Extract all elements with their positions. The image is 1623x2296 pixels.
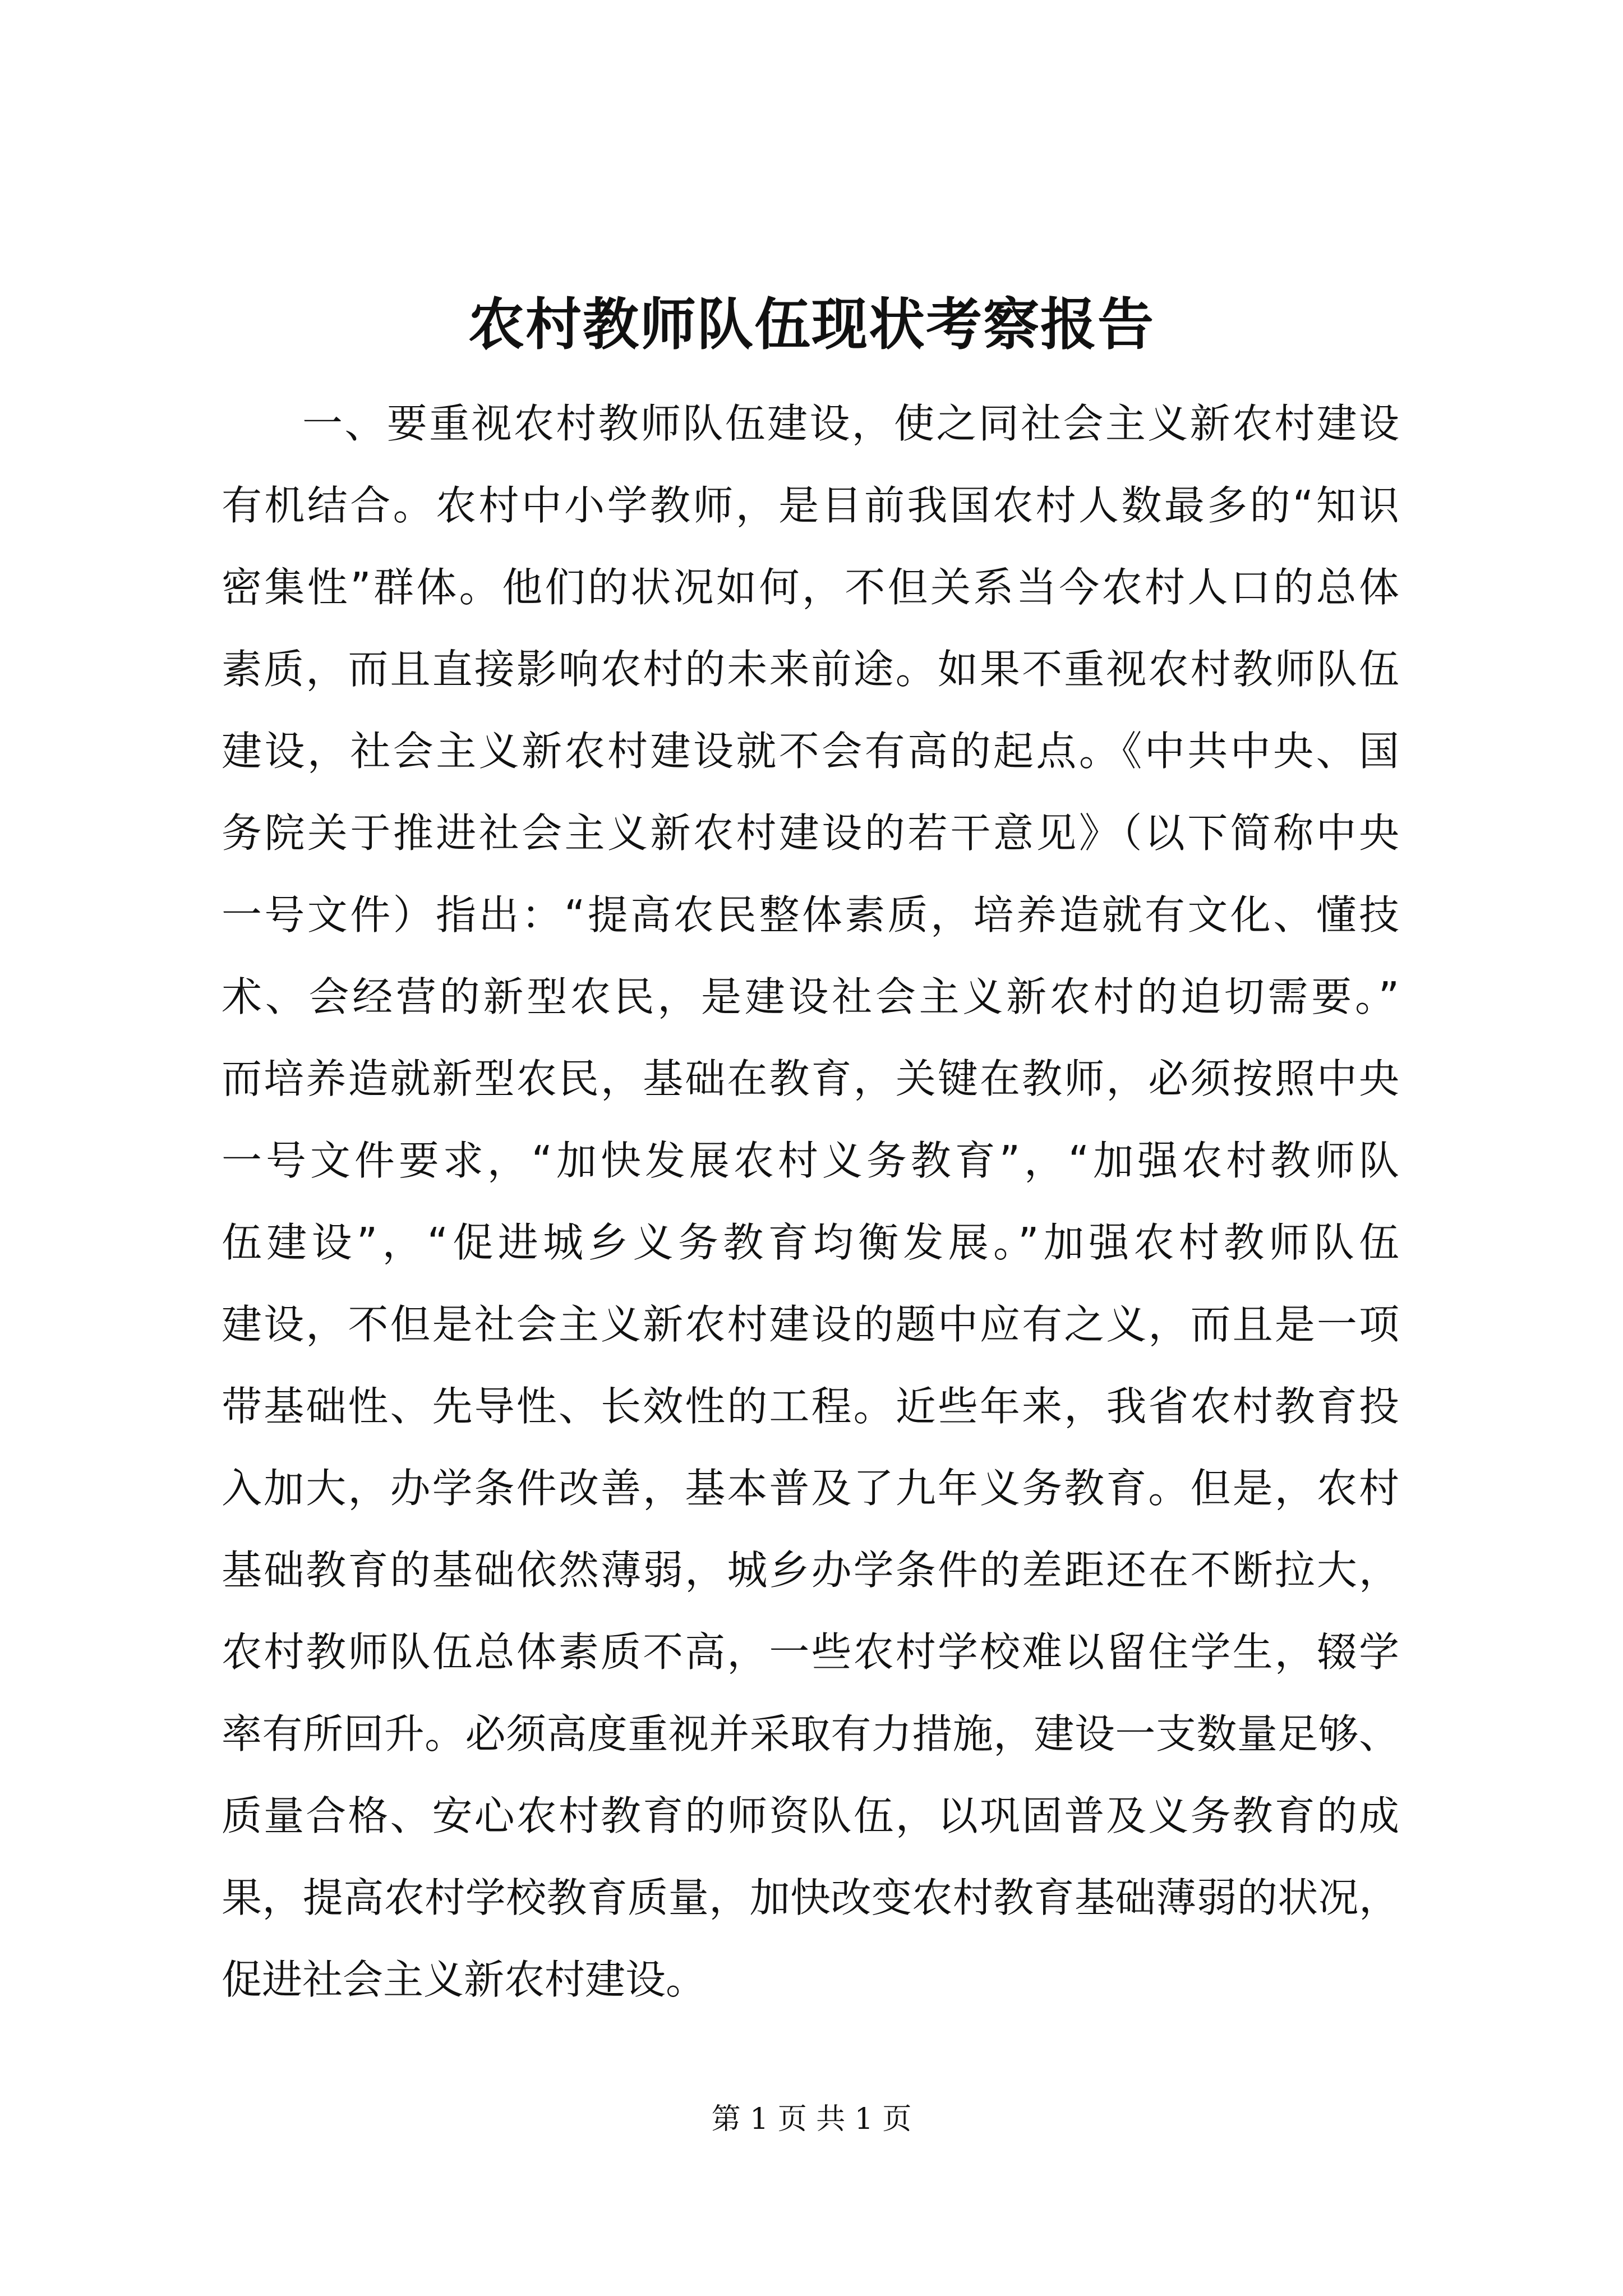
paragraph-line: 一号文件）指出：“提高农民整体素质，培养造就有文化、懂技 [222,891,1399,938]
paragraph-line: 建设，社会主义新农村建设就不会有高的起点。《中共中央、国 [222,728,1399,775]
paragraph-line: 务院关于推进社会主义新农村建设的若干意见》（以下简称中央 [222,809,1399,857]
document-title: 农村教师队伍现状考察报告 [468,291,1155,357]
paragraph-line: 伍建设”，“促进城乡义务教育均衡发展。”加强农村教师队伍 [222,1219,1399,1266]
paragraph-line: 果，提高农村学校教育质量，加快改变农村教育基础薄弱的状况， [222,1874,1399,1921]
body-paragraph [222,383,1399,2021]
paragraph-line: 基础教育的基础依然薄弱，城乡办学条件的差距还在不断拉大， [222,1547,1399,1594]
paragraph-line: 促进社会主义新农村建设。 [222,1956,707,2003]
paragraph-line: 建设，不但是社会主义新农村建设的题中应有之义，而且是一项 [222,1301,1399,1348]
paragraph-line: 术、会经营的新型农民，是建设社会主义新农村的迫切需要。” [222,973,1399,1020]
paragraph-line: 一号文件要求，“加快发展农村义务教育”，“加强农村教师队 [222,1137,1399,1184]
paragraph-line: 质量合格、安心农村教育的师资队伍，以巩固普及义务教育的成 [222,1792,1399,1839]
paragraph-line: 有机结合。农村中小学教师，是目前我国农村人数最多的“知识 [222,482,1399,529]
paragraph-line: 入加大，办学条件改善，基本普及了九年义务教育。但是，农村 [222,1465,1399,1512]
paragraph-line: 带基础性、先导性、长效性的工程。近些年来，我省农村教育投 [222,1383,1399,1430]
paragraph-line: 而培养造就新型农民，基础在教育，关键在教师，必须按照中央 [222,1055,1399,1102]
paragraph-line: 密集性”群体。他们的状况如何，不但关系当今农村人口的总体 [222,564,1399,611]
paragraph-line: 一、要重视农村教师队伍建设，使之同社会主义新农村建设 [302,400,1399,447]
paragraph-line: 素质，而且直接影响农村的未来前途。如果不重视农村教师队伍 [222,646,1399,693]
paragraph-line: 率有所回升。必须高度重视并采取有力措施，建设一支数量足够、 [222,1710,1399,1757]
page-footer: 第 1 页 共 1 页 [711,2102,912,2136]
paragraph-line: 农村教师队伍总体素质不高，一些农村学校难以留住学生，辍学 [222,1628,1399,1676]
